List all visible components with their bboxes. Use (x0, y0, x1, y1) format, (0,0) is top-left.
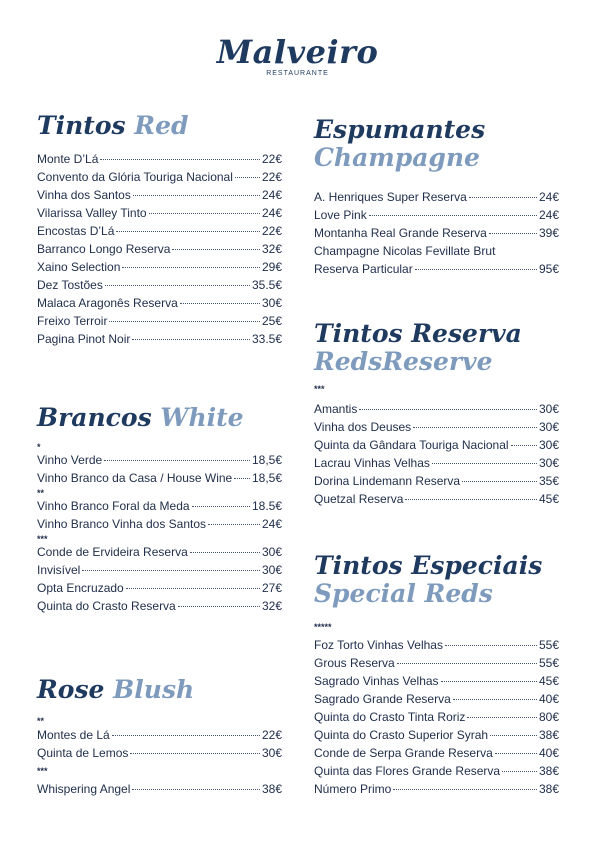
leader-dots (405, 499, 537, 500)
wine-item (37, 294, 282, 312)
wine-item (37, 744, 282, 762)
wine-name: Invisível (37, 563, 81, 577)
wine-name: Champagne Nicolas Fevillate Brut (314, 244, 496, 258)
wine-price: 32€ (261, 599, 282, 613)
wine-name: Monte D’Lá (37, 152, 99, 166)
section-title (37, 404, 282, 432)
leader-dots (490, 735, 537, 736)
wine-name: Lacrau Vinhas Velhas (314, 456, 430, 470)
section-title (37, 676, 282, 704)
section-title-en: Red (134, 111, 189, 140)
wine-item (314, 436, 559, 454)
wine-price: 80€ (538, 710, 559, 724)
section-brancos-white (37, 404, 282, 624)
rating-stars: ** (37, 488, 45, 498)
wine-item (314, 672, 559, 690)
section-title-pt: Tintos Especiais (314, 551, 543, 580)
wine-name: Vinho Branco Vinha dos Santos (37, 517, 207, 531)
wine-name: Quinta do Crasto Superior Syrah (314, 728, 489, 742)
wine-price: 39€ (538, 226, 559, 240)
leader-dots (393, 789, 537, 790)
wine-item (37, 497, 282, 515)
wine-price: 30€ (261, 746, 282, 760)
leader-dots (234, 478, 250, 479)
wine-price: 18,5€ (251, 453, 282, 467)
rating-stars: ***** (314, 622, 332, 632)
wine-name: Quinta do Crasto Reserva (37, 599, 176, 613)
wine-name: Quinta das Flores Grande Reserva (314, 764, 501, 778)
section-tintos-reserva (314, 320, 559, 520)
wine-price: 24€ (538, 208, 559, 222)
wine-name: Dez Tostões (37, 278, 103, 292)
wine-price: 40€ (538, 692, 559, 706)
wine-name: Montanha Real Grande Reserva (314, 226, 487, 240)
wine-item (314, 744, 559, 762)
leader-dots (208, 524, 260, 525)
leader-dots (359, 409, 537, 410)
section-title-pt: Tintos Reserva (314, 319, 522, 348)
wine-price: 24€ (261, 188, 282, 202)
leader-dots (190, 552, 260, 553)
leader-dots (112, 735, 260, 736)
leader-dots (397, 663, 537, 664)
wine-item (37, 561, 282, 579)
wine-name: Vinho Verde (37, 453, 103, 467)
wine-price: 30€ (538, 402, 559, 416)
rating-stars: *** (314, 384, 325, 394)
wine-name: Malaca Aragonês Reserva (37, 296, 178, 310)
section-title-en: Special Reds (314, 579, 493, 608)
wine-item (314, 636, 559, 654)
wine-price: 24€ (538, 190, 559, 204)
wine-price: 29€ (261, 260, 282, 274)
wine-price: 30€ (538, 456, 559, 470)
leader-dots (445, 645, 537, 646)
wine-item (314, 400, 559, 418)
wine-name: Grous Reserva (314, 656, 395, 670)
section-title-pt: Espumantes (314, 115, 486, 144)
section-title-pt: Rose (37, 675, 105, 704)
leader-dots (415, 269, 537, 270)
leader-dots (132, 339, 250, 340)
rating-stars: ** (37, 716, 45, 726)
leader-dots (235, 177, 260, 178)
leader-dots (453, 699, 537, 700)
leader-dots (511, 445, 537, 446)
wine-price: 35€ (538, 474, 559, 488)
wine-item (37, 222, 282, 240)
wine-name: Quinta de Lemos (37, 746, 129, 760)
leader-dots (432, 463, 537, 464)
leader-dots (104, 460, 250, 461)
wine-item (314, 780, 559, 798)
wine-price: 22€ (261, 224, 282, 238)
section-title-en: Champagne (314, 143, 480, 172)
wine-item (37, 579, 282, 597)
rating-stars: * (37, 442, 41, 452)
leader-dots (469, 197, 537, 198)
wine-name: Quetzal Reserva (314, 492, 404, 506)
wine-item (37, 330, 282, 348)
leader-dots (149, 213, 260, 214)
wine-item (37, 258, 282, 276)
leader-dots (130, 753, 260, 754)
leader-dots (178, 606, 260, 607)
wine-item (314, 490, 559, 508)
leader-dots (502, 771, 537, 772)
wine-item (37, 726, 282, 744)
wine-price: 30€ (261, 563, 282, 577)
leader-dots (109, 321, 260, 322)
wine-item (37, 597, 282, 615)
leader-dots (369, 215, 537, 216)
wine-price: 38€ (538, 782, 559, 796)
wine-item (37, 515, 282, 533)
wine-item (314, 690, 559, 708)
wine-name: Vinho Branco Foral da Meda (37, 499, 190, 513)
leader-dots (495, 753, 537, 754)
rating-stars: *** (37, 766, 48, 776)
logo-name: Malveiro (216, 33, 379, 71)
wine-name: Convento da Glória Touriga Nacional (37, 170, 233, 184)
wine-name: Sagrado Grande Reserva (314, 692, 451, 706)
wine-name: Número Primo (314, 782, 392, 796)
restaurant-logo (0, 34, 595, 77)
wine-price: 18,5€ (251, 471, 282, 485)
wine-item (37, 186, 282, 204)
wine-price: 32€ (261, 242, 282, 256)
wine-price: 25€ (261, 314, 282, 328)
wine-item (37, 150, 282, 168)
wine-price: 55€ (538, 656, 559, 670)
leader-dots (116, 231, 260, 232)
wine-price: 95€ (538, 262, 559, 276)
wine-price: 38€ (261, 782, 282, 796)
leader-dots (172, 249, 260, 250)
wine-item (314, 654, 559, 672)
section-title-en: RedsReserve (314, 347, 493, 376)
wine-name: Encostas D’Lá (37, 224, 115, 238)
leader-dots (100, 159, 260, 160)
section-rose-blush (37, 676, 282, 806)
wine-item (37, 240, 282, 258)
wine-name: Quinta da Gândara Touriga Nacional (314, 438, 509, 452)
wine-price: 30€ (538, 420, 559, 434)
wine-price: 30€ (538, 438, 559, 452)
wine-name: Vinho Branco da Casa / House Wine (37, 471, 233, 485)
wine-item (37, 543, 282, 561)
wine-item (314, 206, 559, 224)
leader-dots (132, 789, 260, 790)
wine-price: 33.5€ (251, 332, 282, 346)
wine-item (314, 472, 559, 490)
wine-price: 18.5€ (251, 499, 282, 513)
leader-dots (462, 481, 537, 482)
wine-item (314, 224, 559, 242)
wine-price: 40€ (538, 746, 559, 760)
wine-price: 30€ (261, 296, 282, 310)
leader-dots (489, 233, 537, 234)
wine-name: Sagrado Vinhas Velhas (314, 674, 439, 688)
wine-item (37, 312, 282, 330)
leader-dots (192, 506, 250, 507)
leader-dots (126, 588, 260, 589)
wine-name: Pagina Pinot Noir (37, 332, 131, 346)
section-title-pt: Tintos (37, 111, 126, 140)
wine-name: Vilarissa Valley Tinto (37, 206, 147, 220)
wine-price: 30€ (261, 545, 282, 559)
wine-name: Freixo Terroir (37, 314, 108, 328)
wine-name: Opta Encruzado (37, 581, 124, 595)
wine-name: Vinha dos Santos (37, 188, 131, 202)
wine-price: 35.5€ (251, 278, 282, 292)
section-title-pt: Brancos (37, 403, 152, 432)
wine-price: 45€ (538, 492, 559, 506)
leader-dots (180, 303, 260, 304)
wine-price: 22€ (261, 152, 282, 166)
wine-item (314, 418, 559, 436)
wine-item (314, 726, 559, 744)
logo-subtitle: RESTAURANTE (266, 70, 329, 77)
section-title (37, 112, 282, 140)
wine-price: 24€ (261, 517, 282, 531)
wine-item (314, 708, 559, 726)
rating-stars: *** (37, 534, 48, 544)
wine-price: 22€ (261, 170, 282, 184)
wine-name: Barranco Longo Reserva (37, 242, 171, 256)
section-title-en: White (160, 403, 244, 432)
wine-item (314, 260, 559, 278)
wine-price: 38€ (538, 764, 559, 778)
section-tintos-especiais (314, 552, 559, 812)
leader-dots (413, 427, 537, 428)
wine-price: 27€ (261, 581, 282, 595)
wine-name: Dorina Lindemann Reserva (314, 474, 461, 488)
section-espumantes-champagne (314, 116, 559, 286)
leader-dots (122, 267, 260, 268)
wine-item (314, 454, 559, 472)
wine-item (37, 780, 282, 798)
wine-price: 55€ (538, 638, 559, 652)
wine-name: Whispering Angel (37, 782, 131, 796)
wine-item (37, 276, 282, 294)
wine-item (314, 762, 559, 780)
wine-name: A. Henriques Super Reserva (314, 190, 467, 204)
leader-dots (105, 285, 250, 286)
wine-item (314, 242, 559, 260)
wine-name: Conde de Serpa Grande Reserva (314, 746, 493, 760)
wine-name: Amantis (314, 402, 358, 416)
wine-name: Montes de Lá (37, 728, 110, 742)
leader-dots (133, 195, 260, 196)
wine-name: Quinta do Crasto Tinta Roriz (314, 710, 466, 724)
section-title-en: Blush (113, 675, 195, 704)
wine-name: Reserva Particular (314, 262, 413, 276)
wine-item (37, 168, 282, 186)
wine-price: 38€ (538, 728, 559, 742)
wine-item (37, 451, 282, 469)
wine-name: Vinha dos Deuses (314, 420, 412, 434)
wine-item (37, 204, 282, 222)
leader-dots (441, 681, 537, 682)
wine-name: Conde de Ervideira Reserva (37, 545, 188, 559)
section-tintos-red (37, 112, 282, 352)
wine-name: Foz Torto Vinhas Velhas (314, 638, 443, 652)
wine-price: 45€ (538, 674, 559, 688)
wine-price: 22€ (261, 728, 282, 742)
leader-dots (82, 570, 260, 571)
leader-dots (467, 717, 537, 718)
wine-price: 24€ (261, 206, 282, 220)
wine-name: Love Pink (314, 208, 367, 222)
wine-item (314, 188, 559, 206)
wine-name: Xaino Selection (37, 260, 121, 274)
wine-item (37, 469, 282, 487)
